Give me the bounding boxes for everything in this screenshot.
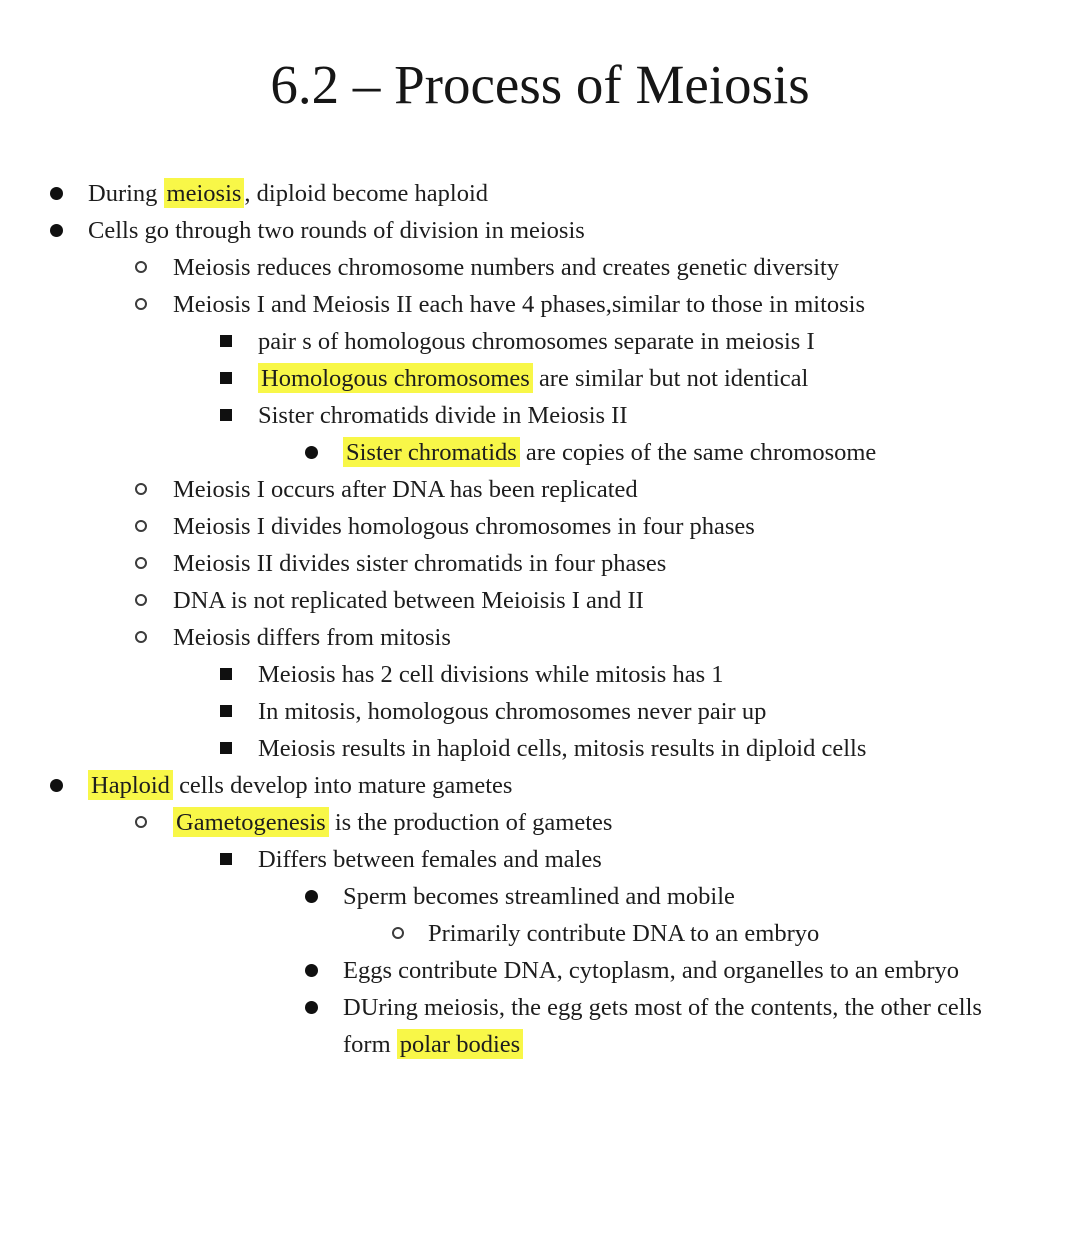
- outline-text-segment: Cells go through two rounds of division in meiosis: [88, 217, 585, 244]
- outline-item: [0, 249, 1080, 286]
- outline-text-segment: Differs between females and males: [258, 846, 602, 873]
- outline-item: [0, 175, 1080, 212]
- circle-bullet-icon: [135, 594, 147, 606]
- outline-text-segment: Sister chromatids divide in Meiosis II: [258, 402, 628, 429]
- highlighted-term: Homologous chromosomes: [258, 363, 533, 393]
- disc-bullet-icon: [305, 1001, 318, 1014]
- square-bullet-icon: [220, 853, 232, 865]
- outline-item: [0, 619, 1080, 656]
- outline-item: [0, 508, 1080, 545]
- outline-text-segment: cells develop into mature gametes: [172, 772, 513, 799]
- outline-item: [0, 989, 1080, 1063]
- outline-item: [0, 360, 1080, 397]
- outline-text-segment: Sperm becomes streamlined and mobile: [343, 883, 735, 910]
- outline-text-segment: are similar but not identical: [532, 365, 809, 392]
- outline-item: [0, 878, 1080, 915]
- outline-list: [0, 175, 1080, 1063]
- outline-item: [0, 656, 1080, 693]
- outline-text-segment: Meiosis I and Meiosis II each have 4 phases,similar to those in mitosis: [173, 291, 866, 318]
- outline-item: [0, 286, 1080, 323]
- square-bullet-icon: [220, 705, 232, 717]
- outline-item: [0, 471, 1080, 508]
- outline-text-segment: Eggs contribute DNA, cytoplasm, and organelles to an embryo: [343, 957, 959, 984]
- outline-item: [0, 397, 1080, 434]
- disc-bullet-icon: [305, 446, 318, 459]
- outline-item: [0, 545, 1080, 582]
- outline-text-segment: In mitosis, homologous chromosomes never pair up: [258, 698, 767, 725]
- outline-text-segment: pair s of homologous chromosomes separate in meiosis I: [258, 328, 815, 355]
- outline-item: [0, 693, 1080, 730]
- circle-bullet-icon: [135, 298, 147, 310]
- circle-bullet-icon: [135, 631, 147, 643]
- square-bullet-icon: [220, 335, 232, 347]
- disc-bullet-icon: [50, 224, 63, 237]
- outline-text-segment: DUring meiosis, the egg gets most of the contents, the other cells: [343, 994, 982, 1021]
- outline-item: [0, 952, 1080, 989]
- document-page: [0, 52, 1080, 1244]
- highlighted-term: Sister chromatids: [343, 437, 520, 467]
- outline-item: [0, 915, 1080, 952]
- outline-item: [0, 212, 1080, 249]
- outline-text-segment: During: [88, 180, 164, 207]
- outline-text-segment: Meiosis II divides sister chromatids in four phases: [173, 550, 667, 577]
- outline-item: [0, 730, 1080, 767]
- outline-text-segment: are copies of the same chromosome: [519, 439, 877, 466]
- highlighted-term: meiosis: [164, 178, 245, 208]
- outline-text-segment: Meiosis reduces chromosome numbers and creates genetic diversity: [173, 254, 840, 281]
- disc-bullet-icon: [305, 964, 318, 977]
- square-bullet-icon: [220, 742, 232, 754]
- square-bullet-icon: [220, 409, 232, 421]
- outline-item: [0, 841, 1080, 878]
- highlighted-term: Haploid: [88, 770, 173, 800]
- circle-bullet-icon: [135, 483, 147, 495]
- outline-text-segment: form: [343, 1031, 397, 1058]
- outline-text-segment: , diploid become haploid: [244, 180, 489, 207]
- disc-bullet-icon: [50, 187, 63, 200]
- circle-bullet-icon: [392, 927, 404, 939]
- disc-bullet-icon: [305, 890, 318, 903]
- outline-text-segment: Meiosis has 2 cell divisions while mitosis has 1: [258, 661, 724, 688]
- outline-text-segment: Primarily contribute DNA to an embryo: [428, 920, 820, 947]
- outline-item: [0, 434, 1080, 471]
- outline-item: [0, 582, 1080, 619]
- circle-bullet-icon: [135, 261, 147, 273]
- outline-text-segment: is the production of gametes: [328, 809, 613, 836]
- highlighted-term: polar bodies: [397, 1029, 523, 1059]
- circle-bullet-icon: [135, 557, 147, 569]
- disc-bullet-icon: [50, 779, 63, 792]
- outline-text-segment: Meiosis I divides homologous chromosomes in four phases: [173, 513, 755, 540]
- outline-text-segment: Meiosis differs from mitosis: [173, 624, 451, 651]
- square-bullet-icon: [220, 372, 232, 384]
- outline-text-segment: DNA is not replicated between Meioisis I and II: [173, 587, 644, 614]
- page-title: 6.2 – Process of Meiosis: [270, 54, 810, 115]
- square-bullet-icon: [220, 668, 232, 680]
- circle-bullet-icon: [135, 520, 147, 532]
- highlighted-term: Gametogenesis: [173, 807, 329, 837]
- outline-item: [0, 323, 1080, 360]
- outline-item: [0, 804, 1080, 841]
- outline-text-segment: Meiosis I occurs after DNA has been replicated: [173, 476, 638, 503]
- outline-item: [0, 767, 1080, 804]
- outline-text-segment: Meiosis results in haploid cells, mitosis results in diploid cells: [258, 735, 867, 762]
- circle-bullet-icon: [135, 816, 147, 828]
